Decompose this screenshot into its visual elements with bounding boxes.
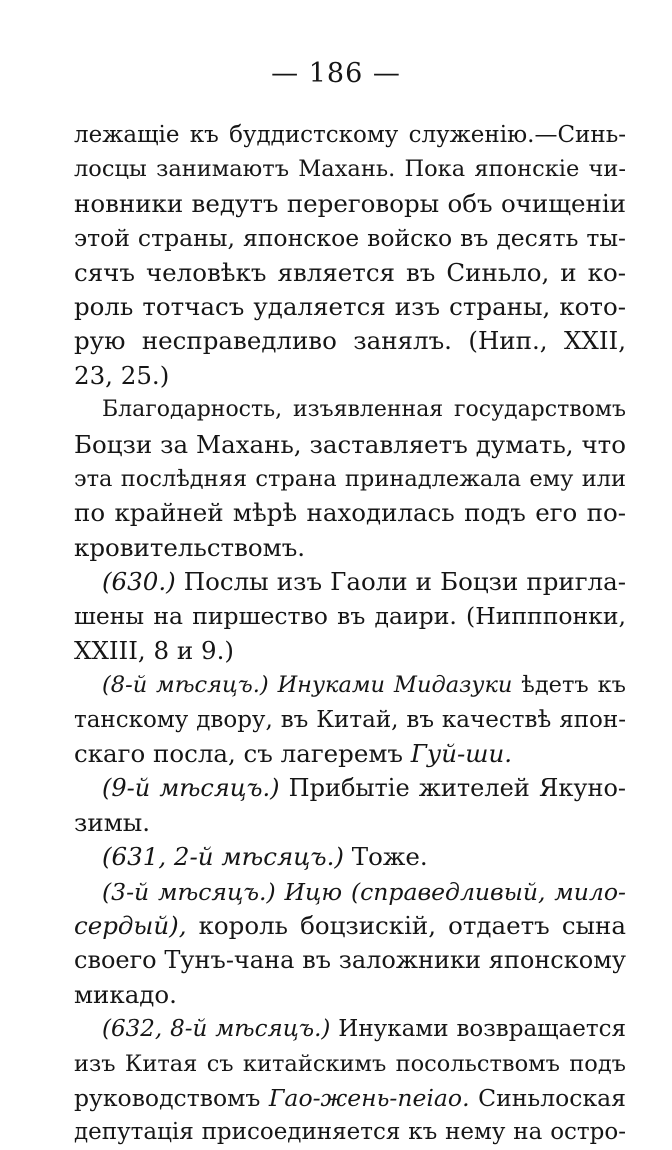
date-marker: (631, 2-й мѣсяцъ.) — [102, 842, 344, 872]
line-text: король боцзискій, отдаетъ сына — [198, 910, 626, 940]
person-name: Гао-жень-пеіао. — [268, 1083, 470, 1112]
text-line — [74, 703, 626, 737]
line-text: эта послѣдняя страна принадлежала ему или — [74, 465, 626, 492]
line-text: рую несправедливо занялъ. (Нип., XXII, — [74, 326, 626, 356]
line-text: руководствомъ — [74, 1083, 261, 1112]
text-line — [74, 118, 626, 152]
text-line — [74, 668, 626, 702]
text-line — [74, 1012, 626, 1046]
body-text — [74, 118, 626, 1150]
text-line — [74, 531, 626, 565]
line-text: скаго посла, съ лагеремъ — [74, 739, 403, 769]
line-text: изъ Китая съ китайскимъ посольствомъ подъ — [74, 1050, 626, 1077]
text-line — [74, 634, 626, 668]
text-line — [74, 428, 626, 462]
line-text: шены на пиршество въ даири. (Нипппонки, — [74, 602, 626, 631]
line-text: микадо. — [74, 979, 177, 1009]
text-line — [74, 393, 626, 427]
line-text: танскому двору, въ Китай, въ качествѣ япон- — [74, 706, 626, 733]
text-line — [74, 599, 626, 633]
date-marker: (8-й мѣсяцъ.) — [102, 672, 269, 699]
text-line — [74, 1047, 626, 1081]
line-text: этой страны, японское войско въ десять ты- — [74, 224, 626, 253]
line-text: Послы изъ Гаоли и Боцзи пригла- — [183, 567, 626, 597]
text-line — [74, 187, 626, 221]
line-text: XXIII, 8 и 9.) — [74, 635, 234, 665]
line-text: новники ведутъ переговоры объ очищеніи — [74, 188, 626, 218]
text-line — [74, 152, 626, 186]
line-text: лосцы занимаютъ Махань. Пока японскіе чи- — [74, 156, 626, 183]
line-text: депутація присоединяется къ нему на остро- — [74, 1119, 626, 1146]
text-line — [74, 496, 626, 530]
page-number: — 186 — — [271, 58, 401, 89]
line-text: по крайней мѣрѣ находилась подъ его по- — [74, 498, 626, 528]
line-text: сячъ человѣкъ является въ Синьло, и ко- — [74, 257, 626, 287]
text-line — [74, 909, 626, 943]
line-text: Прибытіе жителей Якуно- — [288, 774, 626, 803]
line-text: Благодарность, изъявленная государствомъ — [102, 397, 626, 423]
text-line — [74, 1115, 626, 1149]
text-line — [74, 943, 626, 977]
line-text: Боцзи за Махань, заставляетъ думать, что — [74, 429, 626, 459]
person-name: Инуками Мидазуки — [277, 672, 513, 699]
line-text: роль тотчасъ удаляется изъ страны, кото- — [74, 291, 626, 321]
line-text: Инуками возвращается — [338, 1016, 626, 1043]
text-line — [74, 875, 626, 909]
text-line — [74, 462, 626, 496]
line-text: Тоже. — [351, 842, 428, 872]
line-text: ѣдетъ къ — [521, 672, 626, 699]
date-marker: (9-й мѣсяцъ.) — [102, 774, 280, 803]
date-marker: (3-й мѣсяцъ.) — [102, 877, 276, 906]
text-line — [74, 771, 626, 805]
date-marker: (632, 8-й мѣсяцъ.) — [102, 1016, 331, 1043]
text-line — [74, 290, 626, 324]
text-line — [74, 565, 626, 599]
text-line — [74, 737, 626, 771]
line-text: зимы. — [74, 807, 151, 837]
person-name: Ицю (справедливый, мило- — [284, 877, 626, 906]
text-line — [74, 1081, 626, 1115]
text-line — [74, 806, 626, 840]
text-line — [74, 359, 626, 393]
line-text: своего Тунъ-чана въ заложники японскому — [74, 946, 626, 975]
line-text: кровительствомъ. — [74, 532, 306, 562]
line-text: лежащіе къ буддистскому служенію.—Синь- — [74, 122, 626, 148]
text-line — [74, 324, 626, 358]
date-marker: (630.) — [102, 567, 176, 597]
person-name: Гуй-ши. — [410, 739, 513, 769]
line-text: Синьлоская — [478, 1083, 626, 1112]
text-line — [74, 840, 626, 874]
text-line — [74, 221, 626, 255]
person-name: сердый), — [74, 910, 187, 940]
text-line — [74, 256, 626, 290]
text-line — [74, 978, 626, 1012]
line-text: 23, 25.) — [74, 360, 170, 390]
